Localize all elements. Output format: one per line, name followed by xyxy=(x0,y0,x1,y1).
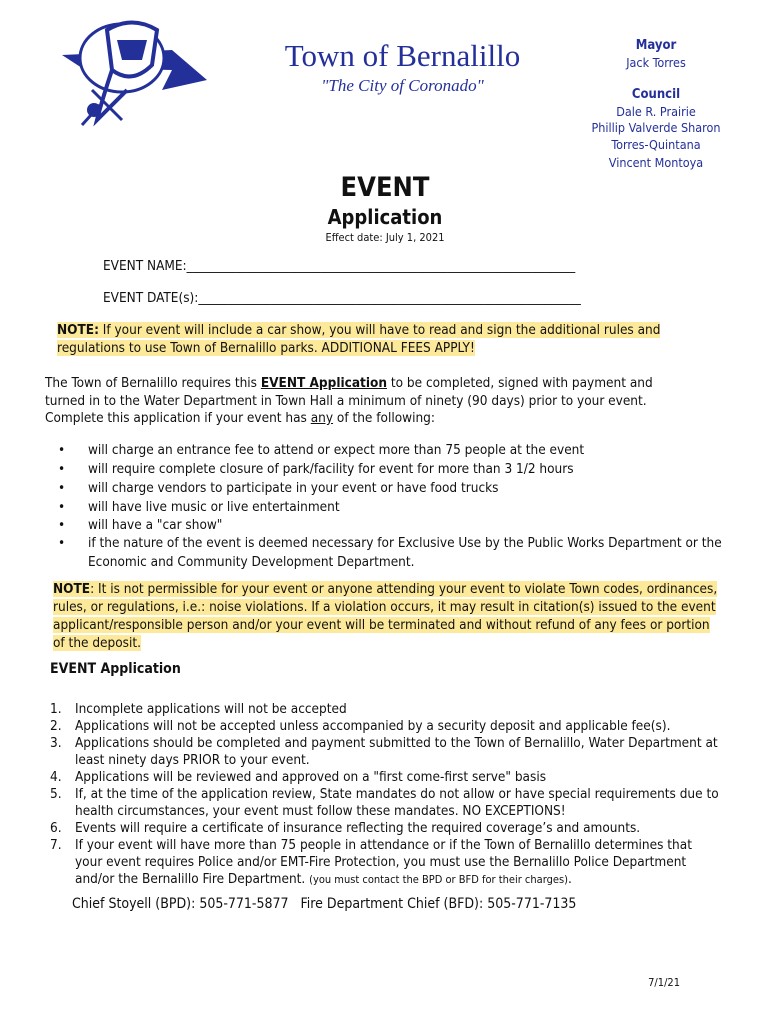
list-item xyxy=(50,786,720,820)
list-item xyxy=(50,718,720,735)
council-member: Torres-Quintana xyxy=(611,136,701,152)
town-name: Town of Bernalillo xyxy=(284,38,521,73)
title-block xyxy=(0,172,770,246)
bullet-icon: • xyxy=(58,535,66,551)
bullet-icon: • xyxy=(58,517,66,533)
list-item-text: will have live music or live entertainment xyxy=(88,499,340,515)
contacts-line xyxy=(72,896,576,912)
list-number: 3. xyxy=(50,735,62,751)
note-label: NOTE: xyxy=(57,322,99,338)
list-number: 6. xyxy=(50,820,62,836)
list-number: 5. xyxy=(50,786,62,802)
list-item-text: Incomplete applications will not be accepted xyxy=(75,701,347,717)
intro-text: The Town of Bernalillo requires this xyxy=(45,375,261,391)
footer-date: 7/1/21 xyxy=(648,976,680,989)
note-text: : It is not permissible for your event or anyone attending your event to violate Town codes, ordinances, rules, or regulations, i.e.: noise violations. If a violation occurs, it may result in citation(s) issued to the event applicant/responsible person and/or your event will be terminated and without refund of any fees or portion of the deposit. xyxy=(53,581,718,651)
list-number: 1. xyxy=(50,701,62,717)
list-item xyxy=(50,820,720,837)
note-text: If your event will include a car show, you will have to read and sign the additional rules and regulations to use Town of Bernalillo parks. ADDITIONAL FEES APPLY! xyxy=(57,322,661,356)
note-label: NOTE xyxy=(53,581,91,597)
police-contact: Chief Stoyell (BPD): 505-771-5877 xyxy=(72,896,289,912)
list-number: 7. xyxy=(50,837,62,853)
list-item xyxy=(58,498,728,516)
bullet-icon: • xyxy=(58,480,66,496)
list-item xyxy=(58,516,728,534)
list-item-text: will charge vendors to participate in your event or have food trucks xyxy=(88,480,499,496)
list-item-text: Applications will be reviewed and approved on a "first come-first serve" basis xyxy=(75,769,547,785)
mayor-name: Jack Torres xyxy=(626,54,686,70)
town-logo xyxy=(52,10,212,135)
list-item-text: Events will require a certificate of insurance reflecting the required coverage’s and amounts. xyxy=(75,820,641,836)
list-item-text: If your event will have more than 75 people in attendance or if the Town of Bernalillo determines that your event requires Police and/or EMT-Fire Protection, you must use the Bernalillo Police Department and/or the Bernalillo Fire Department. xyxy=(75,837,692,887)
rules-list xyxy=(50,701,720,888)
event-title: EVENT xyxy=(340,172,430,203)
intro-text: to be completed, signed with payment and turned in to the Water Department in Town Hall a minimum of ninety (90 days) prior to your event. Complete this application if your event has xyxy=(45,375,653,426)
list-item xyxy=(50,701,720,718)
contact-charges-note: (you must contact the BPD or BFD for their charges) xyxy=(309,873,568,886)
bullet-icon: • xyxy=(58,442,66,458)
list-number: 2. xyxy=(50,718,62,734)
section-heading: EVENT Application xyxy=(50,661,181,677)
list-item-text: will charge an entrance fee to attend or expect more than 75 people at the event xyxy=(88,442,585,458)
violation-note xyxy=(53,580,723,652)
list-item-text: Applications will not be accepted unless accompanied by a security deposit and applicable fee(s). xyxy=(75,718,671,734)
list-item-text: If, at the time of the application review, State mandates do not allow or have special requirements due to health circumstances, your event must follow these mandates. NO EXCEPTIONS! xyxy=(75,786,719,819)
list-item-text: if the nature of the event is deemed necessary for Exclusive Use by the Public Works Department or the Economic and Community Development Department. xyxy=(88,535,722,570)
list-item xyxy=(50,769,720,786)
list-item-text: will have a "car show" xyxy=(88,517,223,533)
list-item xyxy=(50,735,720,769)
list-item xyxy=(50,837,720,888)
bullet-icon: • xyxy=(58,499,66,515)
list-item-text: will require complete closure of park/facility for event for more than 3 1/2 hours xyxy=(88,461,574,477)
council-member: Phillip Valverde Sharon xyxy=(591,120,721,135)
event-application-ref: EVENT Application xyxy=(260,375,387,391)
council-member: Dale R. Prairie xyxy=(616,103,696,119)
event-name-field[interactable]: EVENT NAME:________________________________________________________________ xyxy=(103,258,576,274)
mayor-label: Mayor xyxy=(635,38,677,53)
intro-text: of the following: xyxy=(333,410,435,426)
list-item xyxy=(58,460,728,479)
car-show-note xyxy=(57,321,687,357)
council-label: Council xyxy=(631,87,681,102)
criteria-list xyxy=(58,441,728,572)
event-dates-field[interactable]: EVENT DATE(s):_______________________________________________________________ xyxy=(103,290,581,306)
intro-paragraph xyxy=(45,375,695,428)
bullet-icon: • xyxy=(58,461,66,477)
list-item xyxy=(58,534,728,572)
council-member: Vincent Montoya xyxy=(608,155,704,170)
application-title: Application xyxy=(327,205,443,229)
list-item xyxy=(58,441,728,460)
list-item-text: . xyxy=(567,871,572,887)
list-item xyxy=(58,479,728,498)
list-number: 4. xyxy=(50,769,62,785)
fire-contact: Fire Department Chief (BFD): 505-771-7135 xyxy=(300,896,577,912)
officials-block xyxy=(580,38,732,172)
effect-date: Effect date: July 1, 2021 xyxy=(325,231,445,244)
list-item-text: Applications should be completed and payment submitted to the Town of Bernalillo, Water Department at least ninety days PRIOR to your event. xyxy=(75,735,718,768)
town-motto: "The City of Coronado" xyxy=(321,76,484,95)
any-emphasis: any xyxy=(310,410,334,426)
